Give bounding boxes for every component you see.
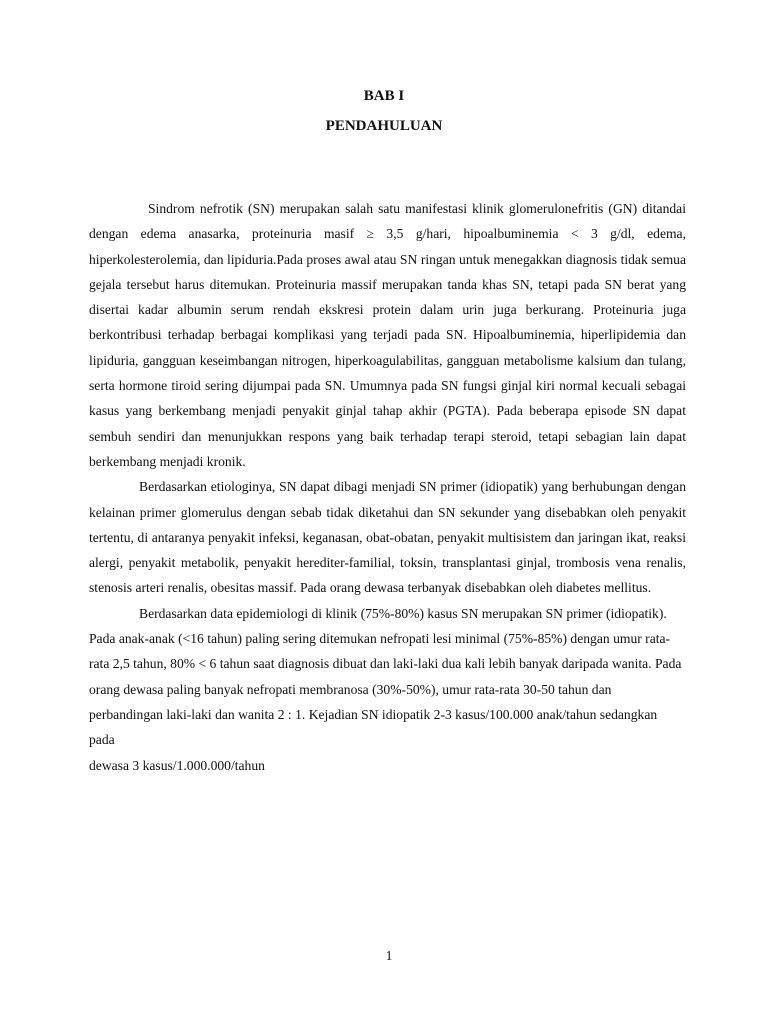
paragraph-2: Berdasarkan etiologinya, SN dapat dibagi menjadi SN primer (idiopatik) yang berhubungan dengan kelainan primer glomerulus dengan sebab tidak diketahui dan SN sekunder yang disebabkan oleh penyakit tertentu, di antaranya penyakit infeksi, keganasan, obat-obatan, penyakit multisistem dan jaringan ikat, reaksi alergi, penyakit metabolik, penyakit herediter-familial, toksin, transplantasi ginjal, trombosis vena renalis, stenosis arteri renalis, obesitas massif. Pada orang dewasa terbanyak disebabkan oleh diabetes mellitus. xyxy=(89,479,686,596)
paragraph-continuation: dewasa 3 kasus/1.000.000/tahun xyxy=(89,757,265,773)
chapter-title: PENDAHULUAN xyxy=(325,118,443,134)
chapter-number: BAB I xyxy=(363,88,405,104)
paragraph-3: Berdasarkan data epidemiologi di klinik (75%-80%) kasus SN merupakan SN primer (idiopatik). Pada anak-anak (<16 tahun) paling sering ditemukan nefropati lesi minimal (75%-85%) dengan umur rata-rata 2,5 tahun, 80% < 6 tahun saat diagnosis dibuat dan laki-laki dua kali lebih banyak daripada wanita. Pada orang dewasa paling banyak nefropati membranosa (30%-50%), umur rata-rata 30-50 tahun dan perbandingan laki-laki dan wanita 2 : 1. Kejadian SN idiopatik 2-3 kasus/100.000 anak/tahun sedangkan pada xyxy=(89,605,682,748)
body-text xyxy=(89,196,686,778)
paragraph-1: Sindrom nefrotik (SN) merupakan salah satu manifestasi klinik glomerulonefritis (GN) ditandai dengan edema anasarka, proteinuria masif ≥ 3,5 g/hari, hipoalbuminemia < 3 g/dl, edema, hiperkolesterolemia, dan lipiduria.Pada proses awal atau SN ringan untuk menegakkan diagnosis tidak semua gejala tersebut harus ditemukan. Proteinuria massif merupakan tanda khas SN, tetapi pada SN berat yang disertai kadar albumin serum rendah ekskresi protein dalam urin juga berkurang. Proteinuria juga berkontribusi terhadap berbagai komplikasi yang terjadi pada SN. Hipoalbuminemia, hiperlipidemia dan lipiduria, gangguan keseimbangan nitrogen, hiperkoagulabilitas, gangguan metabolisme kalsium dan tulang, serta hormone tiroid sering dijumpai pada SN. Umumnya pada SN fungsi ginjal kiri normal kecuali sebagai kasus yang berkembang menjadi penyakit ginjal tahap akhir (PGTA). Pada beberapa episode SN dapat sembuh sendiri dan menunjukkan respons yang baik terhadap terapi steroid, tetapi sebagian lain dapat berkembang menjadi kronik. xyxy=(89,201,686,469)
page-number: 1 xyxy=(385,948,393,963)
